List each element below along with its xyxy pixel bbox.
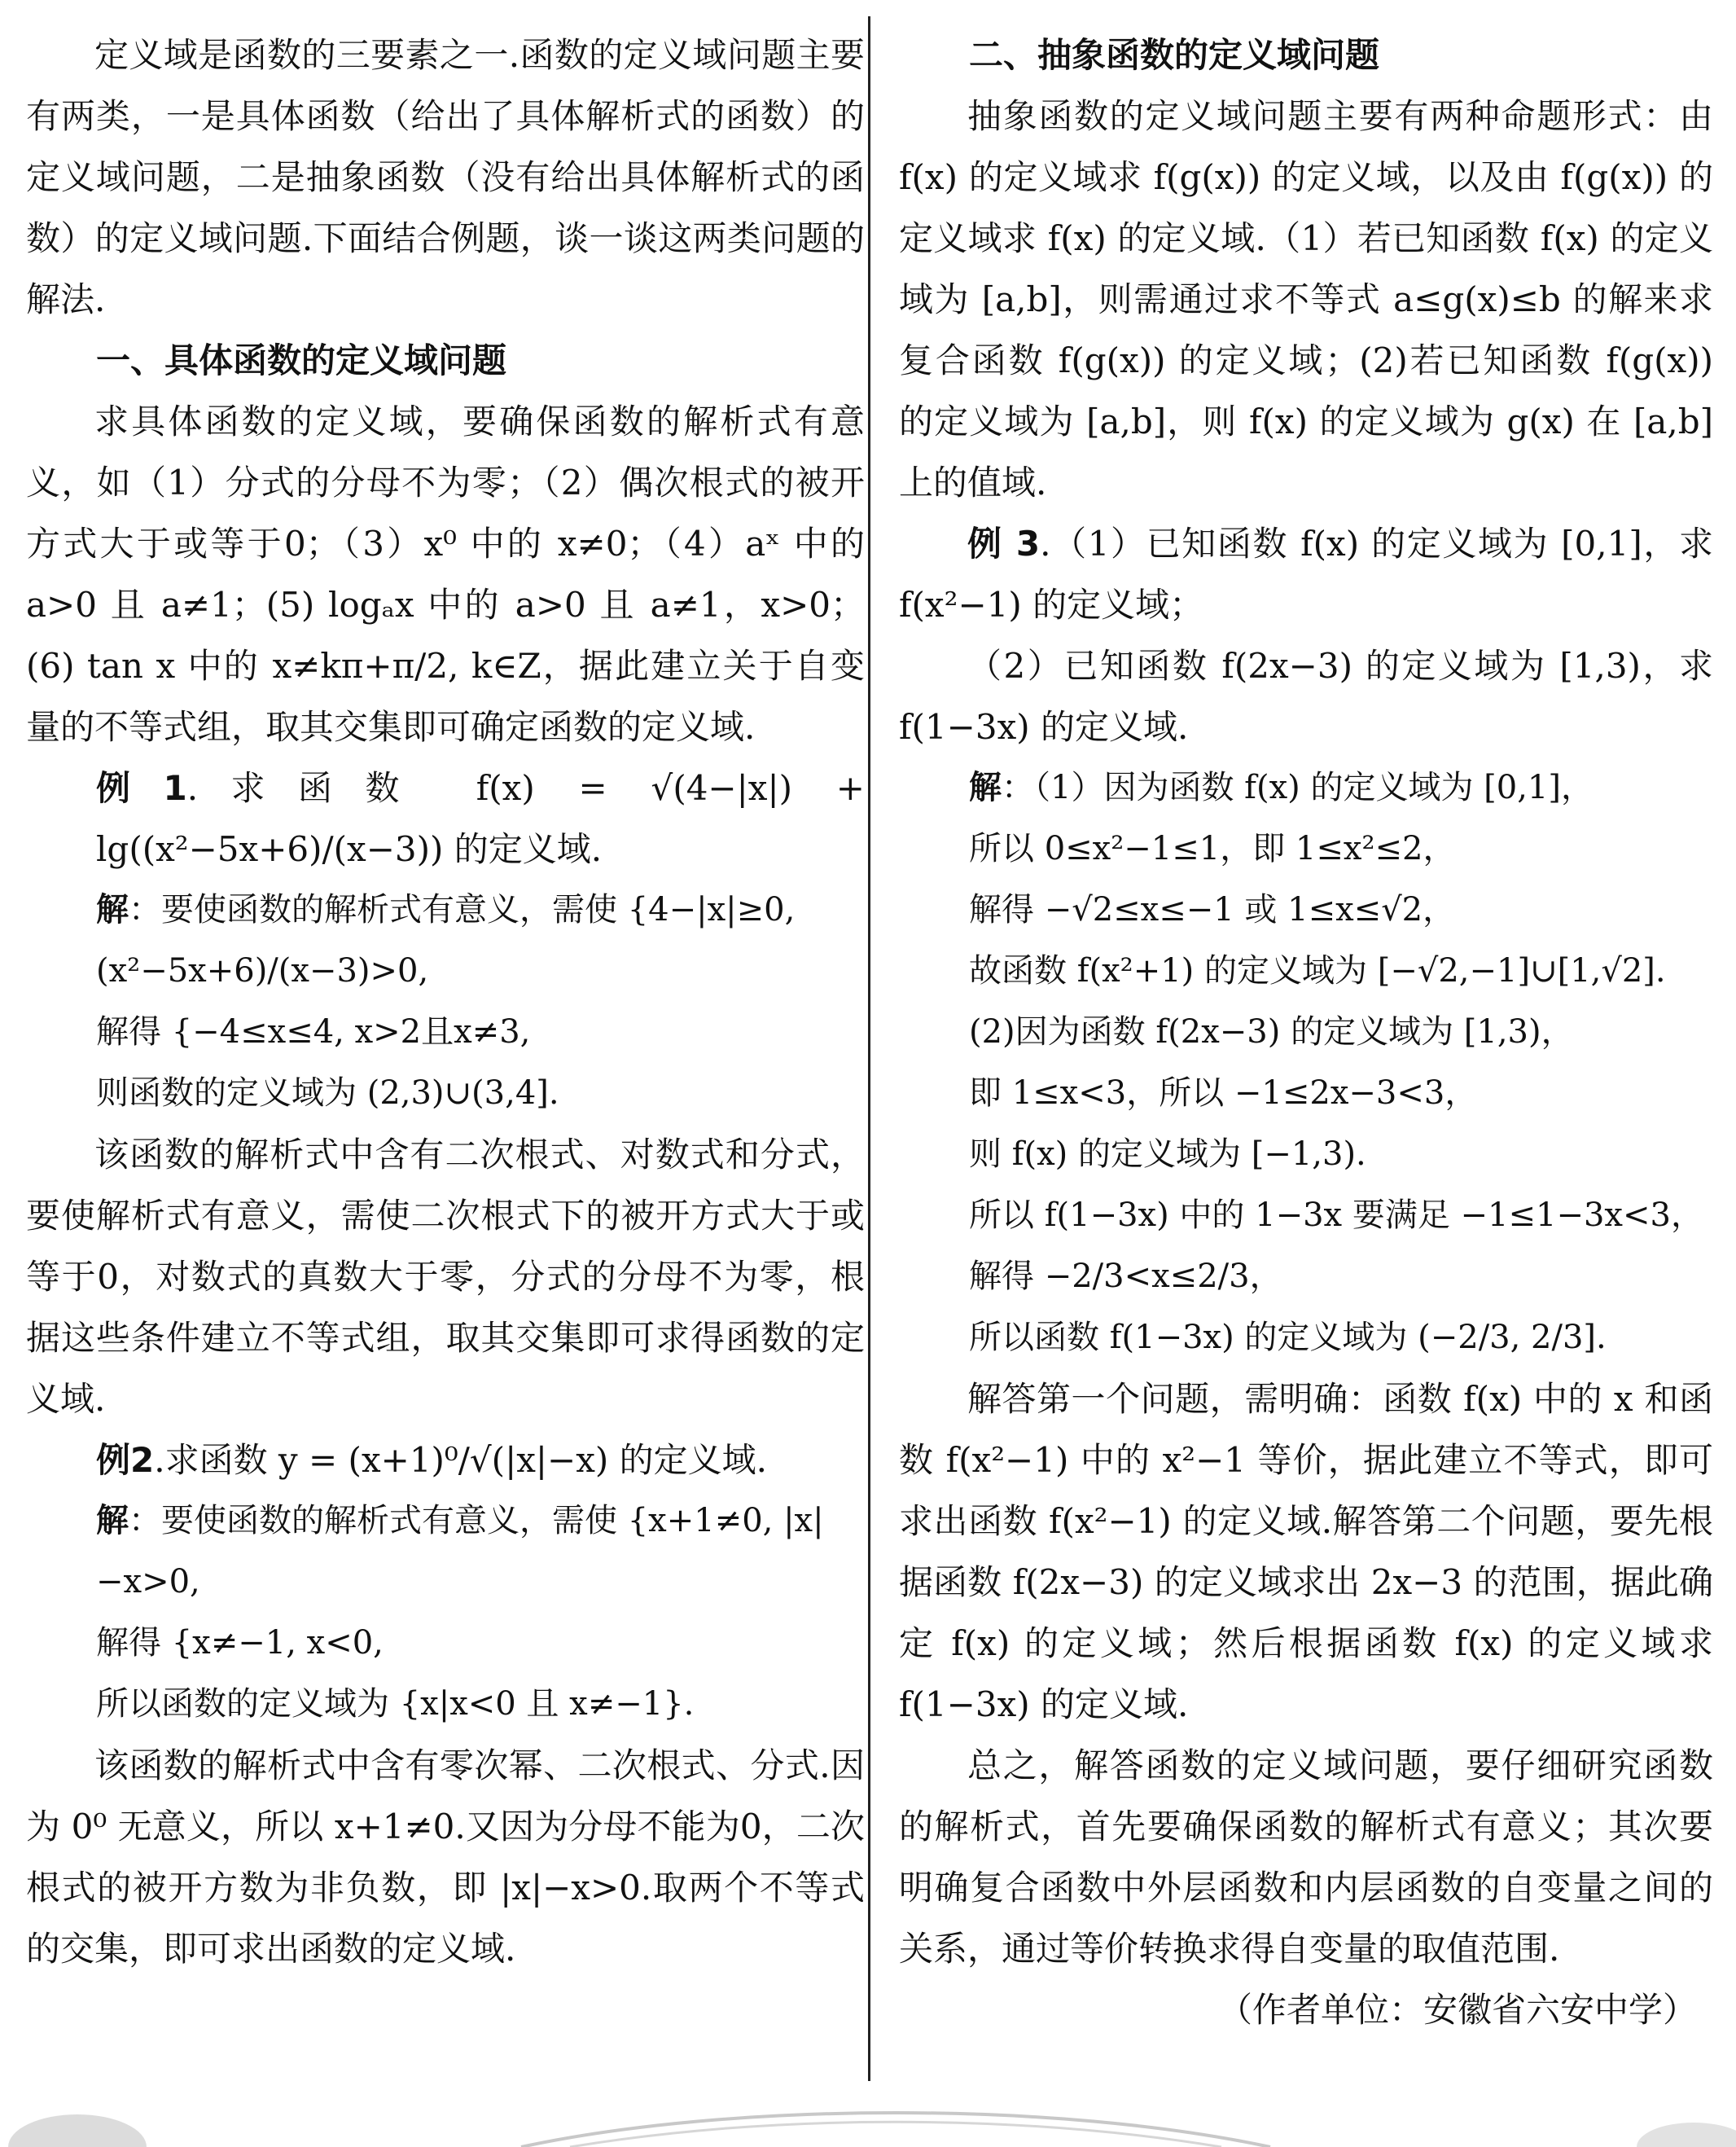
summary-paragraph: 总之，解答函数的定义域问题，要仔细研究函数的解析式，首先要确保函数的解析式有意义；其次要明确复合函数中外层函数和内层函数的自变量之间的关系，通过等价转换求得自变量的取值范围. [899,1745,1713,1969]
example1-text: .求函数 f(x) = √(4−|x|) + lg((x²−5x+6)/(x−3)) 的定义域. [96,768,865,869]
solution3-line: 故函数 f(x²+1) 的定义域为 [−√2,−1]∪[1,√2]. [969,952,1666,990]
solution3-line: 所以 0≤x²−1≤1，即 1≤x²≤2， [969,830,1456,867]
solution1-line3: 则函数的定义域为 (2,3)∪(3,4]. [96,1074,559,1112]
solution3-line: 则 f(x) 的定义域为 [−1,3). [969,1135,1366,1173]
example3-part2: （2）已知函数 f(2x−3) 的定义域为 [1,3)，求 f(1−3x) 的定义域. [899,646,1713,747]
example3-note: 解答第一个问题，需明确：函数 f(x) 中的 x 和函数 f(x²−1) 中的 x²−1 等价，据此建立不等式，即可求出函数 f(x²−1) 的定义域.解答第二个问题，要先根据函数 f(2x−3) 的定义域求出 2x−3 的范围，据此确定 f(x) 的定义域；然后根据函数 f(x) 的定义域求 f(1−3x) 的定义域. [899,1379,1713,1724]
section1-heading: 一、具体函数的定义域问题 [96,340,507,380]
example2-label: 例2 [96,1440,155,1480]
example2 [26,1429,865,1491]
example2-note: 该函数的解析式中含有零次幂、二次根式、分式.因为 0⁰ 无意义，所以 x+1≠0.又因为分母不能为0，二次根式的被开方数为非负数，即 |x|−x>0.取两个不等式的交集，即可求出函数的定义域. [26,1745,865,1969]
example3-text: .（1）已知函数 f(x) 的定义域为 [0,1]，求 f(x²−1) 的定义域； [899,524,1713,625]
solution1-line1: ：要使函数的解析式有意义，需使 {4−|x|≥0, (x²−5x+6)/(x−3)>0, [96,891,796,990]
example1-solution [26,880,865,1124]
solution1-line2: 解得 {−4≤x≤4, x>2且x≠3, [96,1013,531,1051]
solution3-line: 解得 −√2≤x≤−1 或 1≤x≤√2， [969,891,1456,929]
example2-text: .求函数 y = (x+1)⁰/√(|x|−x) 的定义域. [154,1440,768,1480]
left-column [26,24,865,1979]
solution3-line: (2)因为函数 f(2x−3) 的定义域为 [1,3)， [969,1013,1574,1051]
example2-solution [26,1491,865,1735]
example1-note: 该函数的解析式中含有二次根式、对数式和分式，要使解析式有意义，需使二次根式下的被开方式大于或等于0，对数式的真数大于零，分式的分母不为零，根据这些条件建立不等式组，取其交集即可求得函数的定义域. [26,1135,865,1419]
author-credit: （作者单位：安徽省六安中学） [1217,1990,1697,2030]
solution3-label: 解 [969,769,1002,806]
example1-label: 例1 [96,768,187,808]
solution2-line3: 所以函数的定义域为 {x|x<0 且 x≠−1}. [96,1685,695,1723]
section2-paragraph: 抽象函数的定义域问题主要有两种命题形式：由 f(x) 的定义域求 f(g(x)) 的定义域，以及由 f(g(x)) 的定义域求 f(x) 的定义域.（1）若已知函数 f(x) 的定义域为 [a,b]，则需通过求不等式 a≤g(x)≤b 的解来求复合函数 f(g(x)) 的定义域；(2)若已知函数 f(g(x)) 的定义域为 [a,b]，则 f(x) 的定义域为 g(x) 在 [a,b] 上的值域. [899,96,1713,503]
page-bottom-decoration [0,2085,1736,2147]
solution3-line: 解得 −2/3<x≤2/3， [969,1258,1282,1295]
section1-paragraph: 求具体函数的定义域，要确保函数的解析式有意义，如（1）分式的分母不为零；（2）偶次根式的被开方式大于或等于0；（3）x⁰ 中的 x≠0；（4）aˣ 中的 a>0 且 a≠1；(5) logₐx 中的 a>0 且 a≠1，x>0；(6) tan x 中的 x≠kπ+π/2, k∈Z，据此建立关于自变量的不等式组，取其交集即可确定函数的定义域. [26,402,865,747]
solution1-label: 解 [96,891,129,929]
intro-paragraph: 定义域是函数的三要素之一.函数的定义域问题主要有两类，一是具体函数（给出了具体解析式的函数）的定义域问题，二是抽象函数（没有给出具体解析式的函数）的定义域问题.下面结合例题，谈一谈这两类问题的解法. [26,35,865,319]
example1 [26,757,865,880]
solution3-line: 所以函数 f(1−3x) 的定义域为 (−2/3, 2/3]. [969,1319,1607,1356]
solution3-line: 即 1≤x<3，所以 −1≤2x−3<3， [969,1074,1478,1112]
example3-part1 [899,513,1713,635]
solution3-line: 所以 f(1−3x) 中的 1−3x 要满足 −1≤1−3x<3， [969,1196,1703,1234]
solution2-line2: 解得 {x≠−1, x<0, [96,1624,384,1662]
example3-label: 例 3 [967,524,1041,564]
solution3-line: ：（1）因为函数 f(x) 的定义域为 [0,1]， [1002,769,1594,806]
right-column [899,24,1713,2040]
column-divider [868,16,870,2081]
solution2-label: 解 [96,1502,129,1539]
example3-solution [899,757,1713,1368]
section2-heading: 二、抽象函数的定义域问题 [969,35,1380,75]
solution2-line1: ：要使函数的解析式有意义，需使 {x+1≠0, |x|−x>0, [96,1502,824,1600]
